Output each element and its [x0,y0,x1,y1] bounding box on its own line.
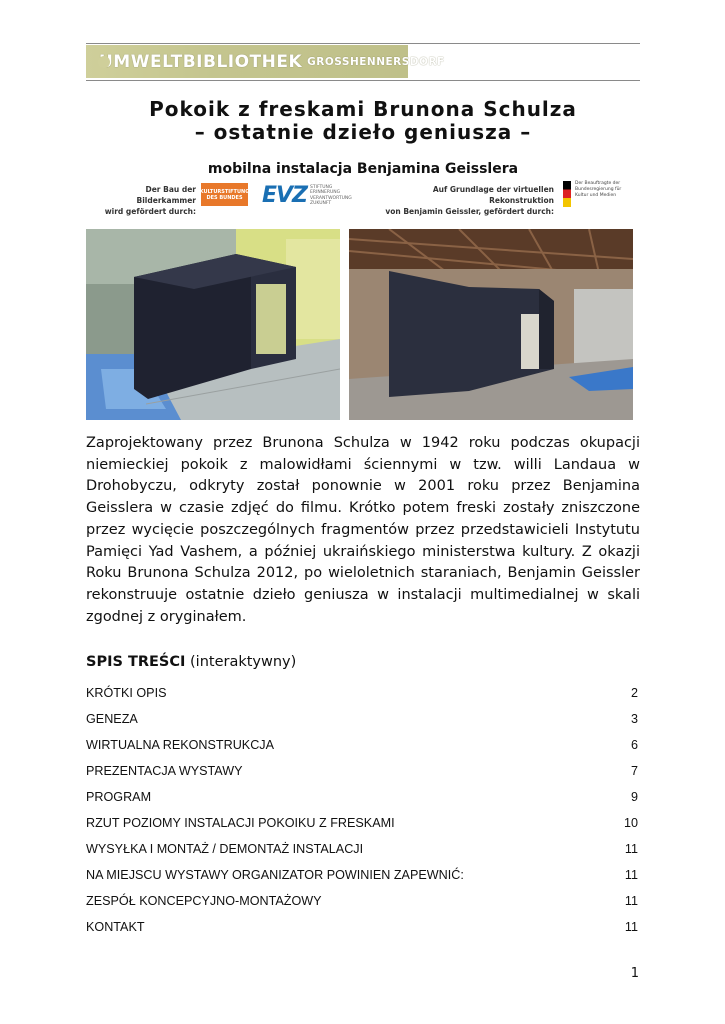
header-rule-top [86,43,640,44]
toc-item-label: ZESPÓŁ KONCEPCYJNO-MONTAŻOWY [86,894,322,908]
header-rule-bottom [86,80,640,81]
table-of-contents [86,680,638,940]
page-number: 1 [630,966,639,981]
logo-main-text: UMWELTBIBLIOTHEK [99,51,303,72]
toc-heading-note: (interaktywny) [190,654,297,670]
toc-item-label: KRÓTKI OPIS [86,686,167,700]
toc-item-page: 11 [624,842,638,856]
toc-item-page: 11 [624,894,638,908]
toc-item-page: 10 [623,816,638,830]
sponsor-right-text [372,184,554,217]
toc-item-geneza[interactable] [86,706,638,732]
toc-item-label: GENEZA [86,712,138,726]
kulturstiftung-logo: KULTURSTIFTUNG DES BUNDES [201,183,248,206]
evz-text: STIFTUNG ERINNERUNG VERANTWORTUNG ZUKUNFT [310,184,352,206]
evz-mark: EVZ [262,183,308,208]
toc-item-page: 6 [630,738,638,752]
toc-item-zespol[interactable] [86,888,638,914]
toc-item-label: NA MIEJSCU WYSTAWY ORGANIZATOR POWINIEN ZAPEWNIĆ: [86,868,464,882]
document-title-line2: – ostatnie dzieło geniusza – [194,120,532,144]
studio-photo-svg [86,229,340,420]
document-title-line1: Pokoik z freskami Brunona Schulza [149,97,577,121]
sponsor-left-text [86,184,196,217]
toc-item-program[interactable] [86,784,638,810]
toc-item-label: PROGRAM [86,790,152,804]
sponsor-left-line1: Der Bau der Bilderkammer [136,185,196,205]
toc-item-page: 11 [624,868,638,882]
sponsor-left-line2: wird gefördert durch: [104,207,196,216]
library-logo [86,45,445,78]
toc-item-kontakt[interactable] [86,914,638,940]
hall-photo-svg [349,229,633,420]
logo-sub-text: GROSSHENNERSDORF [307,55,445,68]
toc-item-label: RZUT POZIOMY INSTALACJI POKOIKU Z FRESKAMI [86,816,395,830]
toc-item-prezentacja-wystawy[interactable] [86,758,638,784]
intro-paragraph: Zaprojektowany przez Brunona Schulza w 1942 roku podczas okupacji niemieckiej pokoik z malowidłami ściennymi w tzw. willi Landaua w Drohobyczu, odkryty został ponownie w 2001 roku przez Benjamina Geisslera w czasie zdjęć do filmu. Krótko potem freski zostały zniszczone przez wycięcie poszczególnych fragmentów przez przedstawicieli Instytutu Pamięci Yad Vashem, a później ukraińskiego ministerstwa kultury. Z okazji Roku Brunona Schulza 2012, po wieloletnich staraniach, Benjamin Geissler rekonstruuje ostatnie dzieło geniusza w instalacji multimedialnej w skali zgodnej z oryginałem. [86,435,640,625]
toc-item-label: PREZENTACJA WYSTAWY [86,764,243,778]
installation-photo-studio [86,229,340,420]
evz-logo [262,183,350,208]
toc-item-rzut-poziomy[interactable] [86,810,638,836]
toc-item-page: 2 [630,686,638,700]
toc-item-wysylka-montaz[interactable] [86,836,638,862]
toc-item-page: 11 [624,920,638,934]
toc-item-label: WIRTUALNA REKONSTRUKCJA [86,738,275,752]
sponsor-right-line1: Auf Grundlage der virtuellen Rekonstruktion [432,185,554,205]
sponsor-right-line2: von Benjamin Geissler, gefördert durch: [385,207,554,216]
toc-item-label: WYSYŁKA I MONTAŻ / DEMONTAŻ INSTALACJI [86,842,364,856]
eagle-emblem-icon [563,181,571,207]
toc-item-wirtualna-rekonstrukcja[interactable] [86,732,638,758]
toc-item-label: KONTAKT [86,920,145,934]
toc-item-page: 3 [630,712,638,726]
bkm-logo [563,181,633,207]
toc-heading-title: SPIS TREŚCI [86,654,186,670]
toc-item-organizator-zapewnic[interactable] [86,862,638,888]
document-subtitle: mobilna instalacja Benjamina Geisslera [207,161,519,177]
installation-photo-hall [349,229,633,420]
toc-item-page: 9 [630,790,638,804]
toc-item-page: 7 [630,764,638,778]
bkm-text: Der Beauftragte der Bundesregierung für Kultur und Medien [575,181,622,198]
toc-item-krotki-opis[interactable] [86,680,638,706]
toc-heading [86,654,296,670]
